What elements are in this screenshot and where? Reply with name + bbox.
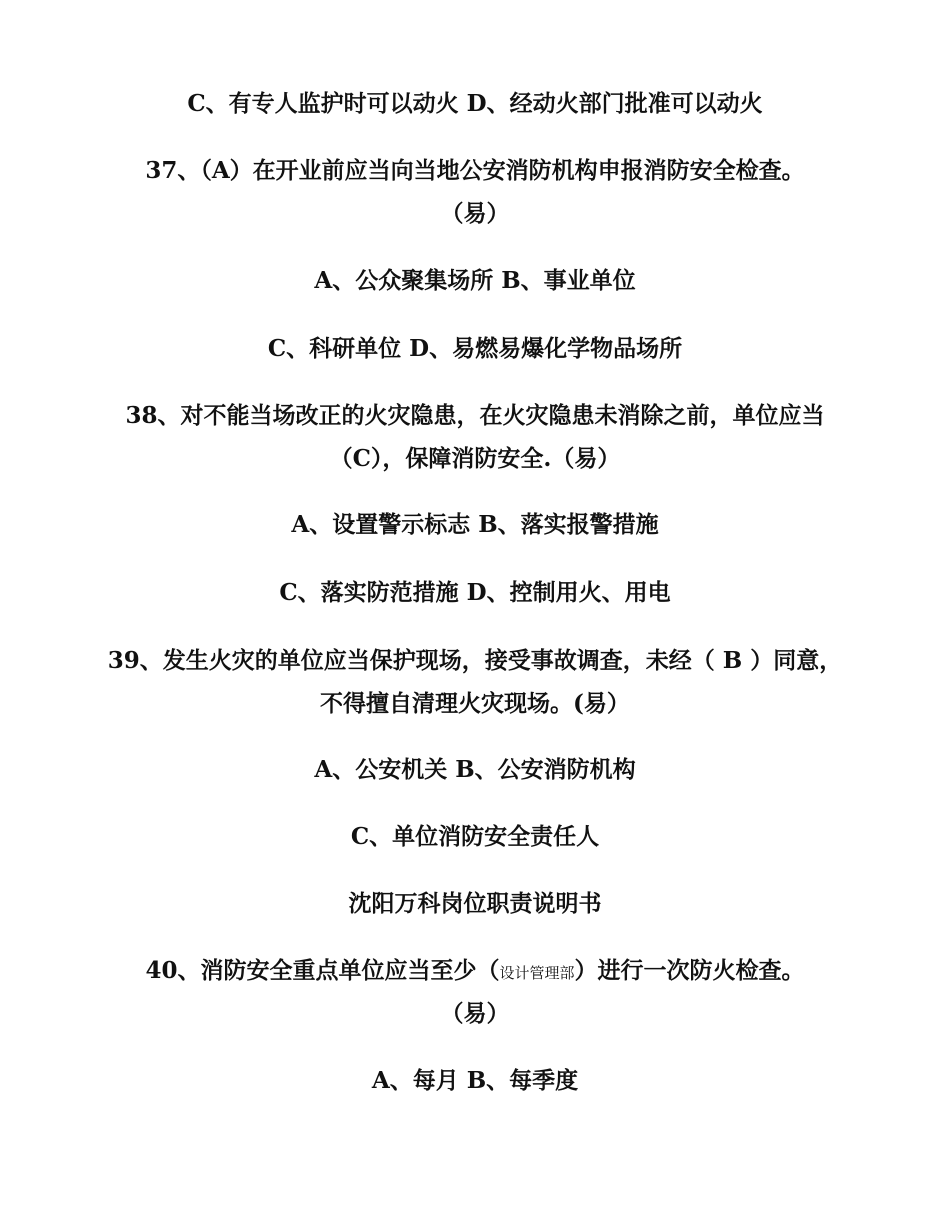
q39-option-c: C、单位消防安全责任人 bbox=[350, 823, 600, 850]
q40-small-inline-text: 设计管理部 bbox=[499, 964, 575, 982]
q37-options-cd: C、科研单位 D、易燃易爆化学物品场所 bbox=[267, 335, 683, 362]
q38-options-ab: A、设置警示标志 B、落实报警措施 bbox=[291, 511, 659, 538]
inserted-heading: 沈阳万科岗位职责说明书 bbox=[348, 890, 602, 917]
q37-question: 37、（A）在开业前应当向当地公安消防机构申报消防安全检查。 bbox=[145, 157, 805, 184]
q37-difficulty: （易） bbox=[440, 200, 510, 227]
q38-question-cont: （C），保障消防安全.（易） bbox=[329, 445, 621, 472]
q40-question bbox=[0, 956, 950, 988]
q39-question-cont: 不得擅自清理火灾现场。(易） bbox=[320, 690, 630, 717]
q36-options-cd: C、有专人监护时可以动火 D、经动火部门批准可以动火 bbox=[187, 90, 763, 117]
q40-question-end: ）进行一次防火检查。 bbox=[574, 957, 805, 984]
q37-options-ab: A、公众聚集场所 B、事业单位 bbox=[314, 267, 636, 294]
q38-options-cd: C、落实防范措施 D、控制用火、用电 bbox=[279, 579, 671, 606]
q39-question: 39、发生火灾的单位应当保护现场，接受事故调查，未经（ B ）同意， bbox=[107, 647, 843, 674]
q38-question: 38、对不能当场改正的火灾隐患，在火灾隐患未消除之前，单位应当 bbox=[125, 402, 825, 429]
q39-options-ab: A、公安机关 B、公安消防机构 bbox=[314, 756, 636, 783]
q40-question-start: 40、消防安全重点单位应当至少（ bbox=[145, 957, 500, 984]
q40-options-ab: A、每月 B、每季度 bbox=[371, 1067, 579, 1094]
q40-difficulty: （易） bbox=[440, 1000, 510, 1027]
